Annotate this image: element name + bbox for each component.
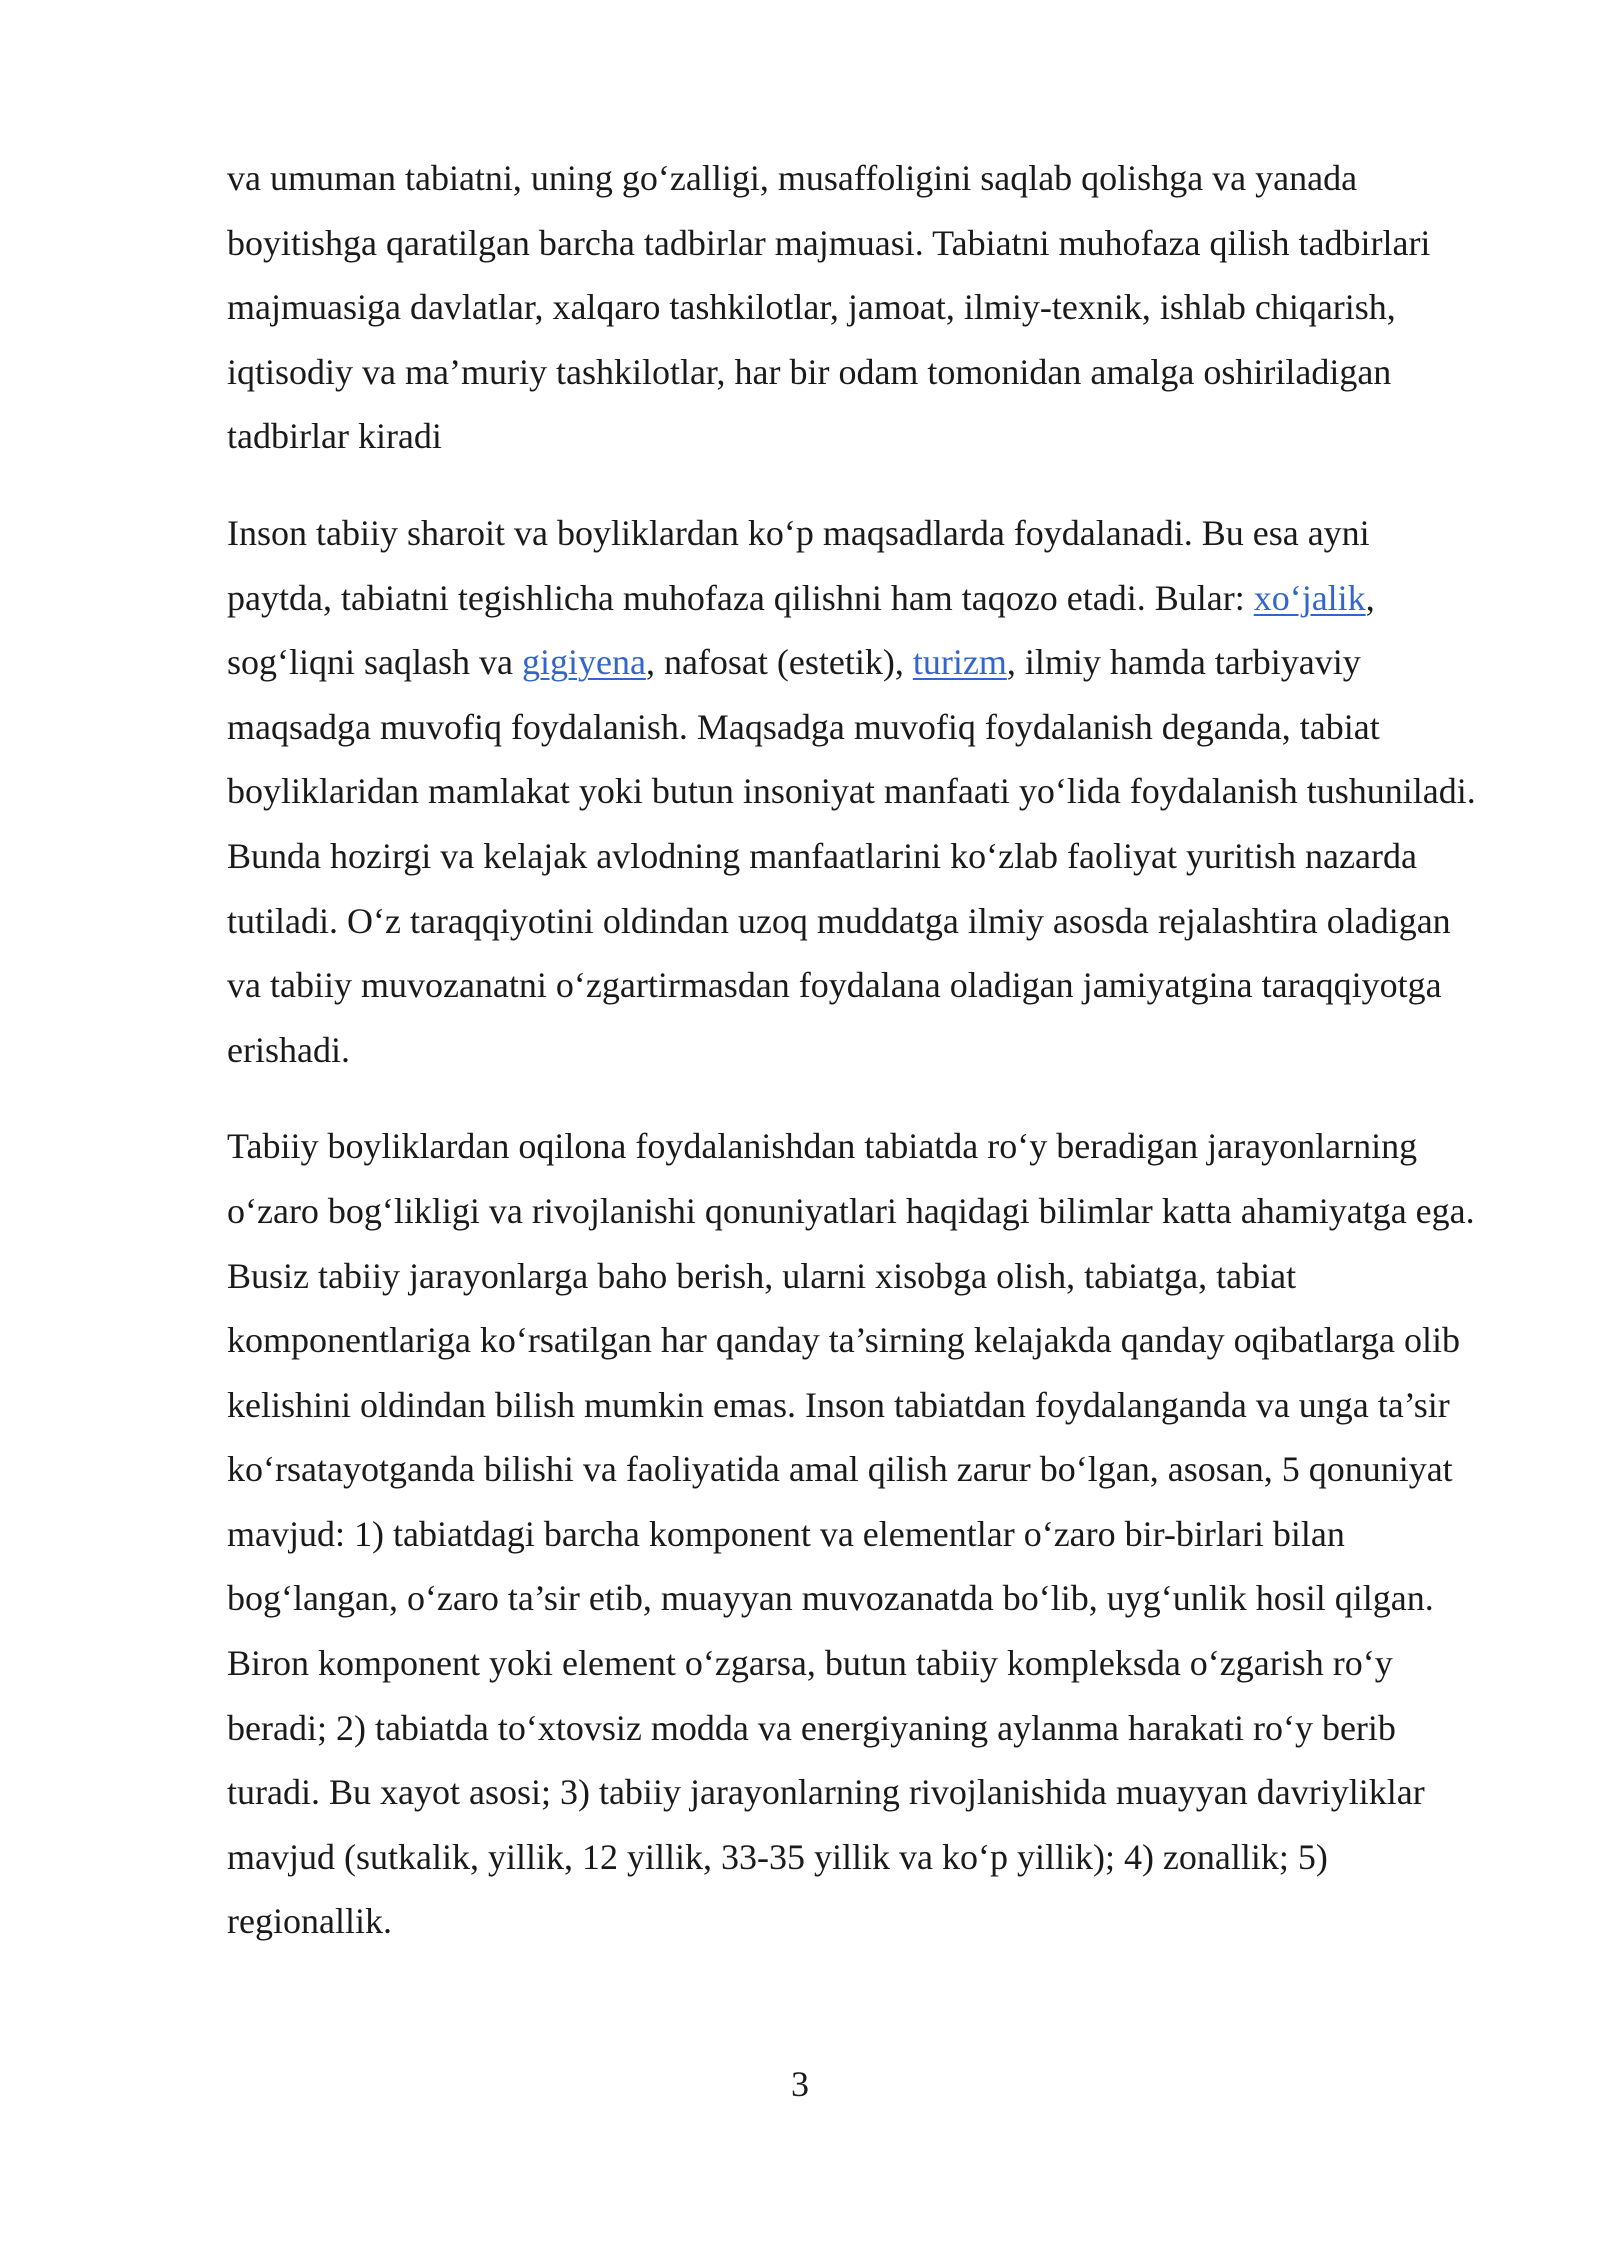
paragraph-1: va umuman tabiatni, uning go‘zalligi, musaffoligini saqlab qolishga va yanada boyitishga qaratilgan barcha tadbirlar majmuasi. Tabiatni muhofaza qilish tadbirlari majmuasiga davlatlar, xalqaro tashkilotlar, jamoat, ilmiy-texnik, ishlab chiqarish, iqtisodiy va ma’muriy tashkilotlar, har bir odam tomonidan amalga oshiriladigan tadbirlar kiradi: [227, 158, 1431, 457]
paragraph-2-text-4: , ilmiy hamda tarbiyaviy maqsadga muvofiq foydalanish. Maqsadga muvofiq foydalanish deganda, tabiat boyliklaridan mamlakat yoki butun insoniyat manfaati yo‘lida foydalanish tushuniladi. Bunda hozirgi va kelajak avlodning manfaatlarini ko‘zlab faoliyat yuritish nazarda tutiladi. O‘z taraqqiyotini oldindan uzoq muddatga ilmiy asosda rejalashtira oladigan va tabiiy muvozanatni o‘zgartirmasdan foydalana oladigan jamiyatgina taraqqiyotga erishadi.: [227, 642, 1476, 1070]
paragraph-3: Tabiiy boyliklardan oqilona foydalanishdan tabiatda ro‘y beradigan jarayonlarning o‘zaro bog‘likligi va rivojlanishi qonuniyatlari haqidagi bilimlar katta ahamiyatga ega. Busiz tabiiy jarayonlarga baho berish, ularni xisobga olish, tabiatga, tabiat komponentlariga ko‘rsatilgan har qanday ta’sirning kelajakda qanday oqibatlarga olib kelishini oldindan bilish mumkin emas. Inson tabiatdan foydalanganda va unga ta’sir ko‘rsatayotganda bilishi va faoliyatida amal qilish zarur bo‘lgan, asosan, 5 qonuniyat mavjud: 1) tabiatdagi barcha komponent va elementlar o‘zaro bir-birlari bilan bog‘langan, o‘zaro ta’sir etib, muayyan muvozanatda bo‘lib, uyg‘unlik hosil qilgan. Biron komponent yoki element o‘zgarsa, butun tabiiy kompleksda o‘zgarish ro‘y beradi; 2) tabiatda to‘xtovsiz modda va energiyaning aylanma harakati ro‘y berib turadi. Bu xayot asosi; 3) tabiiy jarayonlarning rivojlanishida muayyan davriyliklar mavjud (sutkalik, yillik, 12 yillik, 33-35 yillik va ko‘p yillik); 4) zonallik; 5) regionallik.: [227, 1126, 1475, 1942]
paragraph-2-text-1: Inson tabiiy sharoit va boyliklardan ko‘p maqsadlarda foydalanadi. Bu esa ayni paytda, tabiatni tegishlicha muhofaza qilishni ham taqozo etadi. Bular:: [227, 512, 1370, 618]
link-turizm[interactable]: turizm: [912, 642, 1007, 683]
paragraph-2-text-2: , sog‘liqni saqlash va: [227, 577, 1375, 683]
document-body: [227, 146, 1477, 1954]
paragraph-2-text-3: , nafosat (estetik),: [645, 642, 913, 683]
link-xojalik[interactable]: xo‘jalik: [1253, 577, 1366, 618]
page-number: 3: [791, 2064, 809, 2104]
link-gigiyena[interactable]: gigiyena: [521, 642, 646, 683]
paragraph-2: [227, 501, 1477, 1082]
